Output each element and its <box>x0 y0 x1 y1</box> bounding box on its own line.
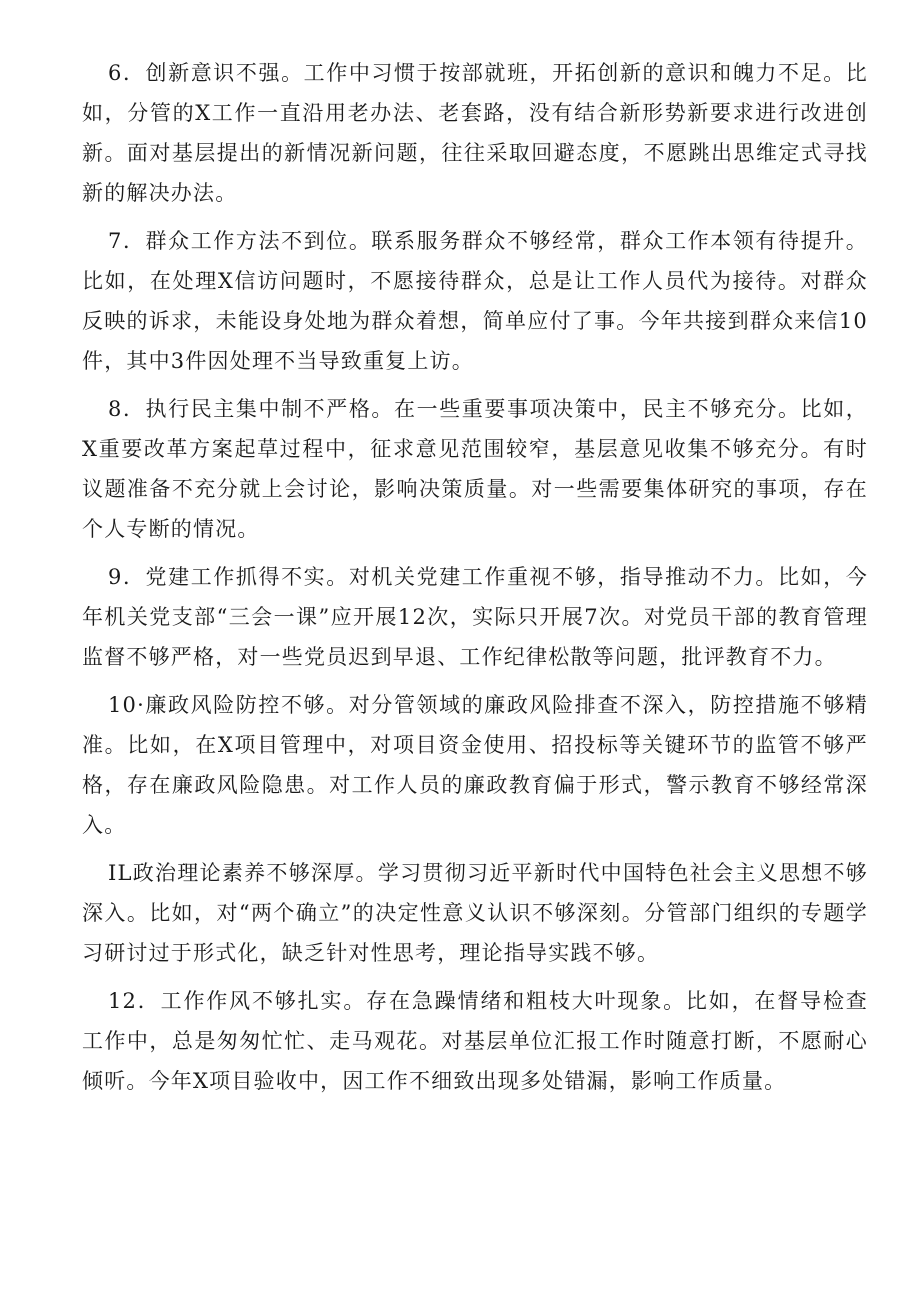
paragraph-item-8: 8．执行民主集中制不严格。在一些重要事项决策中，民主不够充分。比如，X重要改革方案起草过程中，征求意见范围较窄，基层意见收集不够充分。有时议题准备不充分就上会讨论，影响决策质量。对一些需要集体研究的事项，存在个人专断的情况。 <box>82 397 868 541</box>
paragraph-item-12: 12．工作作风不够扎实。存在急躁情绪和粗枝大叶现象。比如，在督导检查工作中，总是匆匆忙忙、走马观花。对基层单位汇报工作时随意打断，不愿耐心倾听。今年X项目验收中，因工作不细致出现多处错漏，影响工作质量。 <box>82 989 868 1093</box>
paragraph-item-9: 9．党建工作抓得不实。对机关党建工作重视不够，指导推动不力。比如，今年机关党支部“三会一课”应开展12次，实际只开展7次。对党员干部的教育管理监督不够严格，对一些党员迟到早退、工作纪律松散等问题，批评教育不力。 <box>82 565 868 669</box>
paragraph-item-6: 6．创新意识不强。工作中习惯于按部就班，开拓创新的意识和魄力不足。比如，分管的X工作一直沿用老办法、老套路，没有结合新形势新要求进行改进创新。面对基层提出的新情况新问题，往往采取回避态度，不愿跳出思维定式寻找新的解决办法。 <box>82 61 868 205</box>
paragraph-item-10: 10·廉政风险防控不够。对分管领域的廉政风险排查不深入，防控措施不够精准。比如，在X项目管理中，对项目资金使用、招投标等关键环节的监管不够严格，存在廉政风险隐患。对工作人员的廉政教育偏于形式，警示教育不够经常深入。 <box>82 693 868 837</box>
paragraph-item-7: 7．群众工作方法不到位。联系服务群众不够经常，群众工作本领有待提升。比如，在处理X信访问题时，不愿接待群众，总是让工作人员代为接待。对群众反映的诉求，未能设身处地为群众着想，简单应付了事。今年共接到群众来信10件，其中3件因处理不当导致重复上访。 <box>82 229 868 373</box>
paragraph-item-11: IL政治理论素养不够深厚。学习贯彻习近平新时代中国特色社会主义思想不够深入。比如，对“两个确立”的决定性意义认识不够深刻。分管部门组织的专题学习研讨过于形式化，缺乏针对性思考，理论指导实践不够。 <box>82 861 868 965</box>
